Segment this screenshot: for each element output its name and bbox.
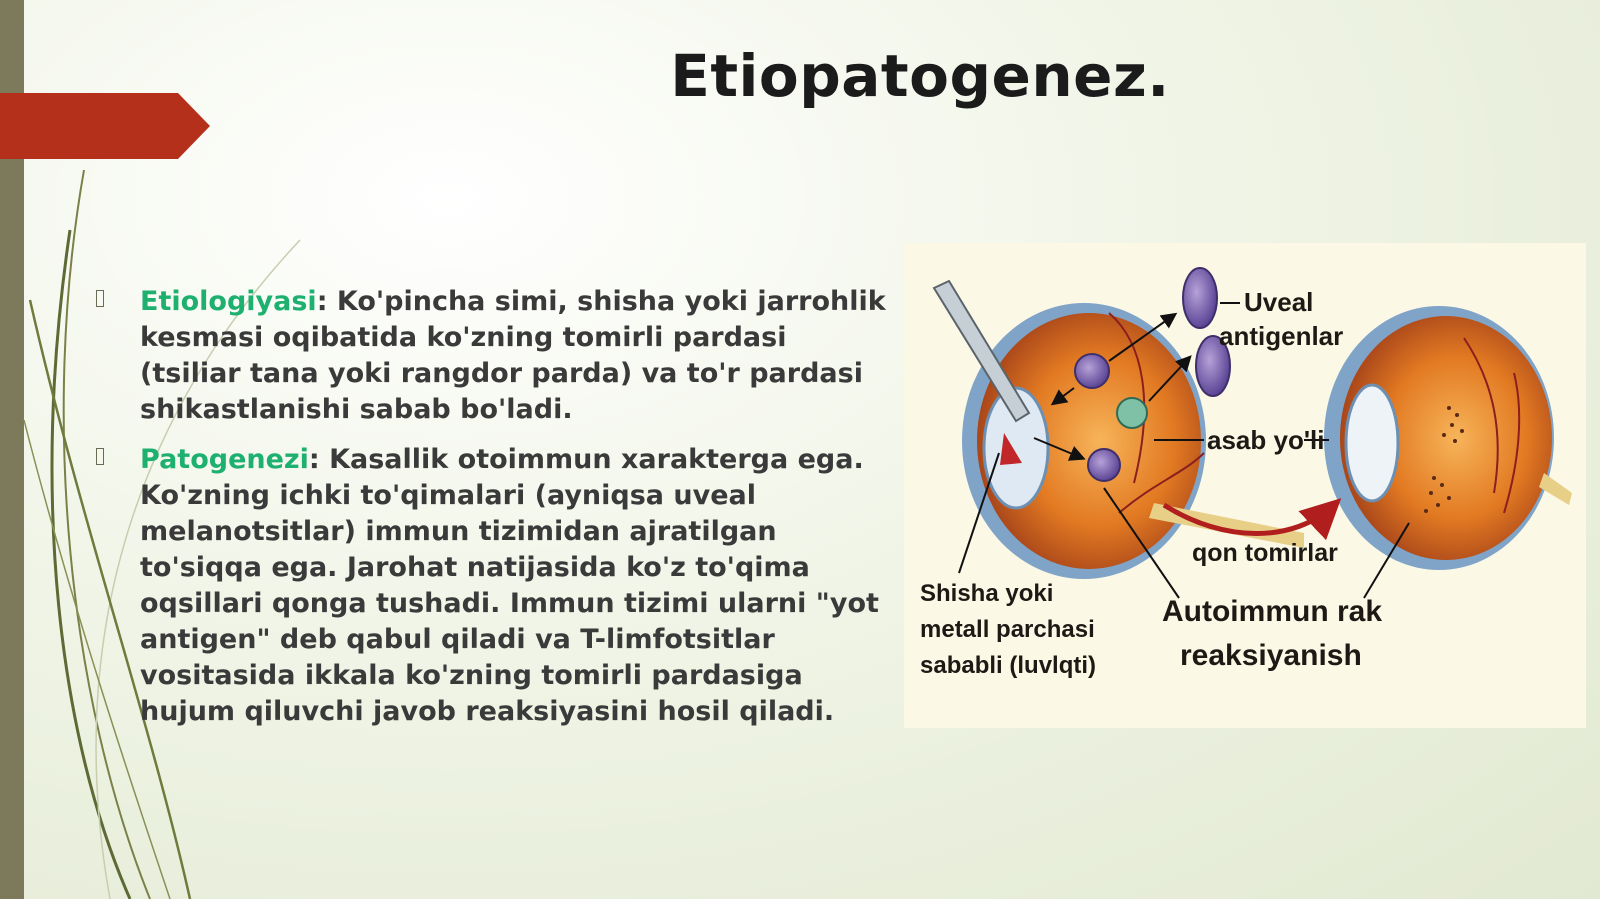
released-antigen-cell	[1183, 268, 1217, 328]
label-autoimmune-line2: reaksiyanish	[1180, 639, 1362, 672]
label-autoimmune-line1: Autoimmun rak	[1162, 595, 1383, 628]
etiology-paragraph	[140, 284, 892, 428]
bullet-icon	[96, 448, 104, 465]
antigen-cell	[1075, 354, 1109, 388]
etiology-text: : Ko'pincha simi, shisha yoki jarrohlik kesmasi oqibatida ko'zning tomirli pardasi (tsiliar tana yoki rangdor parda) va to'r pardasi shikastlanishi sabab bo'ladi.	[140, 286, 886, 425]
label-uveal-line2: antigenlar	[1219, 321, 1344, 351]
pathogenesis-paragraph	[140, 442, 892, 730]
pathogenesis-term: Patogenezi	[140, 444, 309, 475]
label-uveal-line1: Uveal	[1244, 287, 1314, 317]
etiology-term: Etiologiyasi	[140, 286, 317, 317]
accent-arrow-banner	[0, 93, 210, 159]
right-eye-illustration	[1324, 306, 1572, 570]
bullet-etiology	[92, 284, 892, 428]
pathogenesis-text: : Kasallik otoimmun xarakterga ega. Ko'zning ichki to'qimalari (ayniqsa uveal melanotsitlar) immun tizimidan ajratilgan to'siqqa ega. Jarohat natijasida ko'z to'qima oqsillari qonga tushadi. Immun tizimi ularni "yot antigen" deb qabul qiladi va T-limfotsitlar vositasida ikkala ko'zning tomirli pardasiga hujum qiluvchi javob reaksiyasini hosil qiladi.	[140, 444, 879, 727]
bullet-icon	[96, 290, 104, 307]
label-glass-line1: Shisha yoki	[920, 580, 1054, 607]
antigen-cell	[1088, 449, 1120, 481]
label-glass-line2: metall parchasi	[920, 616, 1095, 643]
melanocyte-cell	[1117, 398, 1147, 428]
slide-title: Etiopatogenez.	[670, 42, 1170, 110]
label-nerve: asab yo'li	[1207, 425, 1325, 455]
label-glass-line3: sababli (luvlqti)	[920, 652, 1097, 679]
bullet-list	[92, 284, 892, 744]
label-vessels: qon tomirlar	[1192, 539, 1338, 567]
eye-diagram	[904, 243, 1586, 728]
bullet-pathogenesis	[92, 442, 892, 730]
